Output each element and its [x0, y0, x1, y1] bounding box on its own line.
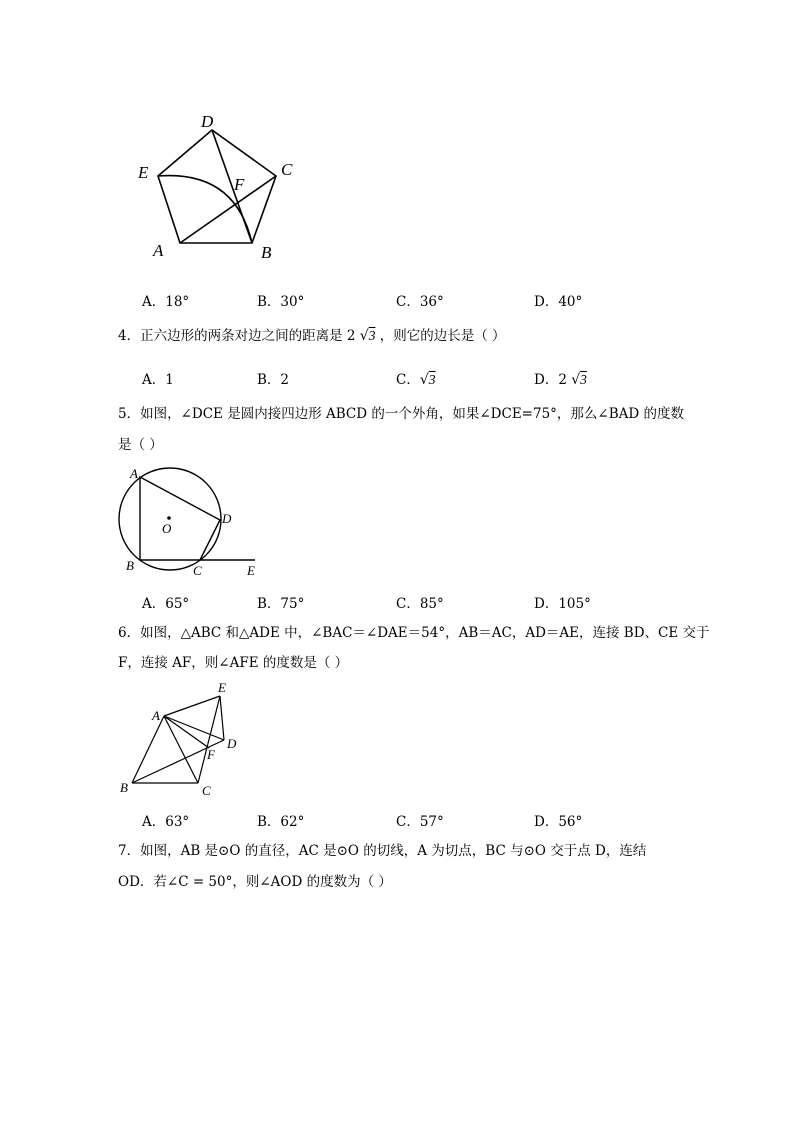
segment-ad [164, 716, 224, 740]
q5-stem-line2: 是（ ） [118, 437, 163, 453]
q6-option-d: D．56° [534, 814, 583, 830]
q4-stem [118, 321, 688, 351]
q4-text-before: 4．正六边形的两条对边之间的距离是 2 [118, 328, 356, 344]
label-c: C [281, 160, 293, 179]
q3-option-b: B．30° [257, 294, 305, 310]
segment-ab [132, 716, 164, 783]
q6-option-b: B．62° [257, 814, 305, 830]
q4-option-d-sqrt: √3 [571, 372, 587, 388]
label-b: B [120, 780, 128, 795]
label-a: A [153, 241, 164, 260]
segment-ae [164, 696, 220, 716]
label-f: F [207, 747, 215, 762]
segment-ac [164, 716, 198, 783]
label-d: D [227, 736, 237, 751]
q5-stem-line1: 5．如图，∠DCE 是圆内接四边形 ABCD 的一个外角，如果∠DCE=75°，那么∠BAD 的度数 [118, 406, 685, 422]
q6-stem-line1: 6．如图，△ABC 和△ADE 中，∠BAC＝∠DAE＝54°，AB＝AC，AD＝AE，连接 BD、CE 交于 [118, 625, 710, 641]
q7-stem-line2: OD．若∠C = 50°，则∠AOD 的度数为（ ） [118, 874, 392, 890]
label-a: A [130, 466, 138, 481]
label-c: C [202, 783, 211, 798]
q4-option-d-radicand: 3 [580, 372, 587, 387]
label-e: E [247, 563, 255, 578]
q4-option-d [534, 368, 587, 388]
circle-quadrilateral-figure [118, 465, 263, 580]
q5-option-d: D．105° [534, 596, 591, 612]
q4-option-c-radicand: 3 [428, 372, 436, 387]
q5-option-b: B．75° [257, 596, 305, 612]
label-d: D [222, 511, 232, 526]
q6-stem-line2: F，连接 AF，则∠AFE 的度数是（ ） [118, 655, 349, 671]
q3-option-d: D．40° [534, 294, 583, 310]
q4-sqrt: √3 [359, 328, 376, 344]
label-c: C [193, 563, 202, 578]
segment-ac [180, 176, 276, 243]
q4-text-after: ，则它的边长是（ ） [379, 328, 506, 344]
q5-option-a: A．65° [142, 596, 190, 612]
triangles-figure [116, 678, 246, 800]
pentagon-figure [130, 108, 305, 263]
label-o: O [162, 521, 172, 536]
quadrilateral-abcd [140, 477, 220, 560]
q7-stem-line1: 7．如图，AB 是⊙O 的直径，AC 是⊙O 的切线，A 为切点，BC 与⊙O 交于点 D，连结 [118, 843, 647, 859]
q4-radicand: 3 [368, 328, 376, 343]
q3-option-a: A．18° [142, 294, 190, 310]
label-a: A [152, 708, 160, 723]
segment-ce [198, 696, 220, 783]
q3-option-c: C．36° [396, 294, 444, 310]
label-b: B [261, 243, 272, 262]
q4-option-d-label: D．2 [534, 372, 567, 388]
label-e: E [218, 680, 226, 695]
q6-option-c: C．57° [396, 814, 444, 830]
label-e: E [138, 163, 149, 182]
q4-option-b: B．2 [257, 372, 290, 388]
label-d: D [201, 112, 214, 131]
q6-option-a: A．63° [142, 814, 190, 830]
q4-option-a: A．1 [142, 372, 174, 388]
label-f: F [234, 175, 245, 194]
q4-option-c [396, 368, 436, 388]
segment-af [164, 716, 209, 748]
pentagon-outline [158, 130, 276, 243]
q4-option-c-sqrt: √3 [419, 372, 436, 388]
q4-option-c-label: C． [396, 372, 420, 388]
label-b: B [126, 558, 134, 573]
center-dot [167, 516, 171, 520]
segment-ed [220, 696, 224, 740]
q5-option-c: C．85° [396, 596, 444, 612]
